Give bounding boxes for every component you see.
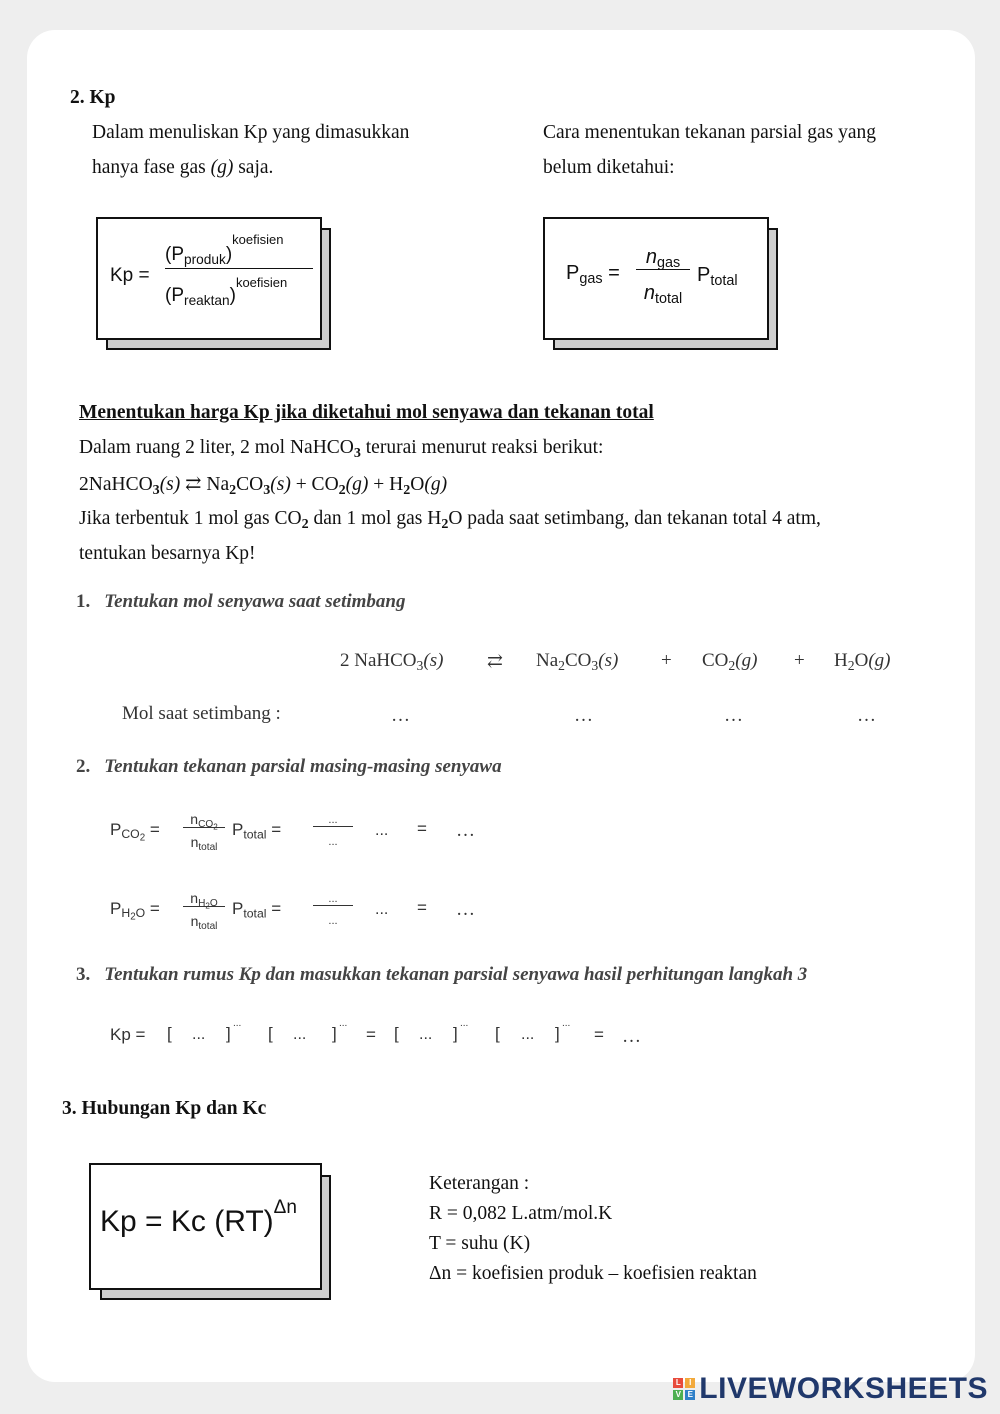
legend-title: Keterangan :: [429, 1173, 530, 1194]
kp-fill-equals-2: =: [594, 1025, 604, 1044]
partial-pressure-intro-line2: belum diketahui:: [543, 157, 675, 178]
kp-formula-numerator: $(P_{produk})^{koefisien}$: [165, 244, 313, 269]
kp-fill-exp-4[interactable]: ...: [562, 1018, 571, 1029]
pco2-lhs: $P_{CO_2}$ =: [110, 820, 160, 845]
pco2-blank-den[interactable]: ...: [328, 836, 338, 848]
ph2o-blank-den[interactable]: ...: [328, 915, 338, 927]
ph2o-lhs: $P_{H_2O}$ =: [110, 899, 160, 924]
problem-line4: tentukan besarnya Kp!: [79, 543, 256, 564]
step3-heading: 3. Tentukan rumus Kp dan masukkan tekanan parsial senyawa hasil perhitungan langkah 3: [76, 964, 808, 985]
kp-fill-bracket-open-4: [: [495, 1024, 500, 1043]
kp-fill-exp-1[interactable]: ...: [233, 1018, 242, 1029]
legend-r: R = 0,082 L.atm/mol.K: [429, 1203, 613, 1224]
kp-fill-exp-3[interactable]: ...: [460, 1018, 469, 1029]
ph2o-ptotal: $P_{total}$ =: [232, 899, 282, 921]
problem-equation: 2NaHCO$_3$(s) ⇄ $Na_2CO_3(s) + CO_2(g) + H_2O(g)$: [79, 474, 448, 498]
reaction-plus-1: +: [661, 650, 672, 671]
ph2o-result-blank[interactable]: …: [456, 899, 475, 920]
logo-cell-i: I: [685, 1378, 695, 1388]
reaction-product-co2: $CO_2(g)$: [702, 650, 758, 673]
reaction-reactant: 2 NaHCO$_3$(s): [340, 650, 444, 673]
liveworksheets-logo: [673, 1372, 988, 1406]
legend-delta-n: Δn = koefisien produk – koefisien reaktan: [429, 1263, 757, 1284]
problem-heading: Menentukan harga Kp jika diketahui mol senyawa dan tekanan total: [79, 402, 654, 423]
pco2-frac-num: $n_{CO_2}$: [183, 811, 225, 828]
mol-blank-nahco3[interactable]: …: [391, 705, 410, 726]
reaction-plus-2: +: [794, 650, 805, 671]
pco2-blank-num[interactable]: ...: [313, 814, 353, 827]
kp-kc-formula: Kp = Kc (RT)$^{\Delta n}$: [100, 1197, 297, 1238]
step2-heading: 2. Tentukan tekanan parsial masing-masing senyawa: [76, 756, 502, 777]
kp-fill-bracket-open-1: [: [167, 1024, 172, 1043]
kp-fill-bracket-close-4: ]: [555, 1024, 560, 1043]
liveworksheets-logo-icon: [673, 1378, 695, 1400]
pco2-equals: =: [417, 819, 427, 838]
reaction-arrow: ⇄: [487, 651, 503, 672]
kp-formula-denominator: $(P_{reaktan})^{koefisien}$: [165, 275, 288, 308]
pgas-formula-rhs: $P_{total}$: [697, 264, 738, 290]
mol-equilibrium-label: Mol saat setimbang :: [122, 703, 281, 724]
problem-line3: Jika terbentuk 1 mol gas $CO_2$ dan 1 mol gas $H_2O$ pada saat setimbang, dan tekanan total 4 atm,: [79, 508, 821, 532]
ph2o-equals: =: [417, 898, 427, 917]
problem-line1: Dalam ruang 2 liter, 2 mol NaHCO$_3$ terurai menurut reaksi berikut:: [79, 437, 604, 461]
pco2-result-blank[interactable]: …: [456, 820, 475, 841]
reaction-product-na2co3: $Na_2CO_3(s)$: [536, 650, 619, 673]
pgas-formula-numerator: $n_{gas}$: [636, 246, 690, 270]
pco2-frac-den: $n_{total}$: [190, 834, 218, 853]
reaction-product-h2o: $H_2O(g)$: [834, 650, 891, 673]
step1-heading: 1. Tentukan mol senyawa saat setimbang: [76, 591, 406, 612]
kp-fill-blank-4[interactable]: ...: [521, 1026, 535, 1043]
kp-fill-blank-3[interactable]: ...: [419, 1026, 433, 1043]
liveworksheets-logo-text: LIVEWORKSHEETS: [699, 1372, 988, 1405]
legend-t: T = suhu (K): [429, 1233, 531, 1254]
kp-fill-blank-2[interactable]: ...: [293, 1026, 307, 1043]
ph2o-blank-ptotal[interactable]: ...: [375, 901, 389, 918]
partial-pressure-intro-line1: Cara menentukan tekanan parsial gas yang: [543, 122, 876, 143]
kp-fill-bracket-close-2: ]: [332, 1024, 337, 1043]
mol-blank-co2[interactable]: …: [724, 705, 743, 726]
kp-fill-lhs: Kp =: [110, 1025, 146, 1044]
pco2-ptotal: $P_{total}$ =: [232, 820, 282, 842]
ph2o-frac-den: $n_{total}$: [190, 913, 218, 932]
ph2o-blank-num[interactable]: ...: [313, 893, 353, 906]
kp-rule-line2: hanya fase gas (g) saja.: [92, 157, 274, 178]
logo-cell-v: V: [673, 1390, 683, 1400]
mol-blank-na2co3[interactable]: …: [574, 705, 593, 726]
logo-cell-e: E: [685, 1390, 695, 1400]
kp-fill-bracket-open-2: [: [268, 1024, 273, 1043]
ph2o-frac-num: $n_{H_2O}$: [183, 890, 225, 907]
pgas-formula-denominator: $n_{total}$: [643, 282, 683, 308]
kp-fill-exp-2[interactable]: ...: [339, 1018, 348, 1029]
logo-cell-l: L: [673, 1378, 683, 1388]
kp-fill-bracket-open-3: [: [394, 1024, 399, 1043]
kp-fill-blank-1[interactable]: ...: [192, 1026, 206, 1043]
kp-fill-bracket-close-1: ]: [226, 1024, 231, 1043]
pgas-formula-lhs: $P_{gas}$ =: [566, 262, 620, 288]
kp-fill-result-blank[interactable]: …: [622, 1026, 641, 1047]
mol-blank-h2o[interactable]: …: [857, 705, 876, 726]
kp-fill-bracket-close-3: ]: [453, 1024, 458, 1043]
kp-formula-lhs: Kp =: [110, 265, 150, 286]
pco2-blank-ptotal[interactable]: ...: [375, 822, 389, 839]
section-title-kp-kc: 3. Hubungan Kp dan Kc: [62, 1098, 267, 1119]
kp-rule-line1: Dalam menuliskan Kp yang dimasukkan: [92, 122, 410, 143]
kp-fill-equals-1: =: [366, 1025, 376, 1044]
section-title-kp: 2. Kp: [70, 87, 116, 108]
